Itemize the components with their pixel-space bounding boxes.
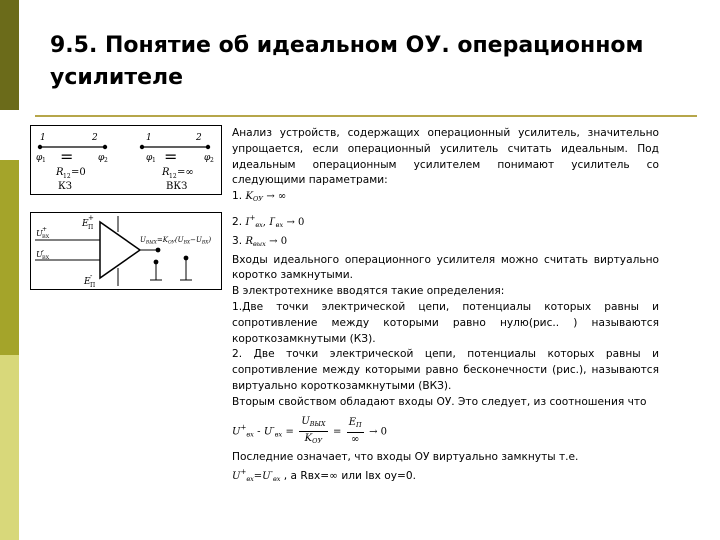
- node-label: 2: [92, 133, 98, 143]
- r-label: R: [162, 167, 170, 178]
- node-kz-2: [103, 145, 107, 149]
- phi-label: φ: [146, 153, 153, 163]
- conclusion-equation: $U^+_{вх}=U^-_{вх}$ , а Rвх=∞ или Iвх оу=0.: [232, 468, 416, 484]
- conclusion-paragraph: Последние означает, что входы ОУ виртуально замкнуты т.е.: [232, 450, 579, 463]
- slide-body: [232, 126, 659, 488]
- param-item-3: 3. $R_{вых} \to 0$: [232, 234, 288, 248]
- phi-label: φ: [204, 153, 211, 163]
- phi-label: φ: [98, 153, 105, 163]
- ground-right-node: [184, 256, 189, 261]
- phi-sub: 2: [104, 157, 108, 164]
- virtual-short-paragraph: Входы идеального операционного усилителя можно считать виртуально коротко замкнутыми.: [232, 253, 659, 282]
- node-label: 2: [196, 133, 202, 143]
- accent-stripe-gap: [0, 110, 19, 160]
- accent-stripe-light: [0, 355, 19, 540]
- supply-plus-sub: П: [88, 224, 94, 231]
- ground-left-node: [154, 260, 159, 265]
- figure-frame: [31, 213, 222, 290]
- relation-equation: $U^+_{вх} - U^-_{вх}$ = $\frac{U_{ВЫХ}}{K_{ОУ}}$ = $\frac{E_П}{\infty}$ → 0: [232, 415, 659, 448]
- param-item-1: 1. $K_{ОУ}$ → ∞: [232, 190, 287, 204]
- op-amp-triangle: [100, 222, 140, 278]
- input-minus-sub: ВХ: [42, 255, 50, 261]
- r-label: R: [56, 167, 64, 178]
- node-label: 1: [146, 133, 152, 143]
- input-plus-sub: ВХ: [42, 234, 50, 240]
- r-value: =0: [71, 167, 86, 178]
- vkz-tag: ВКЗ: [166, 181, 188, 192]
- title-divider: [35, 115, 697, 117]
- intro-paragraph: Анализ устройств, содержащих операционный усилитель, значительно упрощается, если операционный усилитель считать идеальным. Под идеальным операционным усилителем понимают усилитель со следующими параметрами:: [232, 127, 659, 187]
- short-circuit-figure: [30, 125, 222, 195]
- definition-vkz: 2. Две точки электрической цепи, потенциалы которых равны и сопротивление между которыми равно бесконечности (рис.), называются виртуально короткозамкнутыми (ВКЗ).: [232, 348, 659, 392]
- node-kz-1: [38, 145, 42, 149]
- node-vkz-1: [140, 145, 144, 149]
- supply-minus-sup: -: [90, 272, 93, 280]
- equal-sign: =: [60, 147, 74, 166]
- input-plus-label: U: [36, 229, 43, 238]
- kz-tag: КЗ: [58, 181, 72, 192]
- phi-sub: 2: [210, 157, 214, 164]
- input-minus-sup: -: [42, 247, 45, 254]
- output-expression: $U_{ВЫХ}=K_{ОУ}(U_{ВХ}-U_{ВХ})$: [140, 236, 212, 246]
- accent-stripe-mid: [0, 160, 19, 355]
- phi-sub: 1: [152, 157, 156, 164]
- supply-plus-sup: +: [88, 214, 94, 222]
- phi-sub: 1: [42, 157, 46, 164]
- input-minus-label: U: [36, 250, 43, 259]
- second-property-paragraph: Вторым свойством обладают входы ОУ. Это следует, из соотношения что: [232, 395, 647, 408]
- equal-sign: =: [164, 147, 178, 166]
- r-sub: 12: [63, 173, 71, 180]
- fraction-uout-k: $\frac{U_{ВЫХ}}{K_{ОУ}}$: [301, 415, 326, 445]
- op-amp-figure: [30, 212, 222, 290]
- supply-minus-sub: П: [90, 282, 96, 289]
- r-value: =∞: [177, 167, 194, 178]
- accent-stripe-dark: [0, 0, 19, 110]
- param-item-2: 2. $I^+_{вх}$, $I^-_{вх} \to 0$: [232, 213, 305, 229]
- definition-kz: 1.Две точки электрической цепи, потенциалы которых равны и сопротивление между которыми равно нулю(рис.. ) называются короткозамкнутыми (КЗ).: [232, 300, 659, 345]
- node-vkz-2: [206, 145, 210, 149]
- node-label: 1: [40, 133, 46, 143]
- supply-minus-label: E: [84, 277, 91, 287]
- input-plus-sup: +: [42, 226, 48, 233]
- r-sub: 12: [169, 173, 177, 180]
- supply-plus-label: E: [82, 219, 89, 229]
- output-node: [156, 248, 161, 253]
- fraction-e-inf: $\frac{E_П}{\infty}$: [348, 416, 362, 445]
- slide-title: 9.5. Понятие об идеальном ОУ. операционном усилителе: [50, 33, 644, 90]
- phi-label: φ: [36, 153, 43, 163]
- definitions-intro: В электротехнике вводятся такие определения:: [232, 285, 505, 298]
